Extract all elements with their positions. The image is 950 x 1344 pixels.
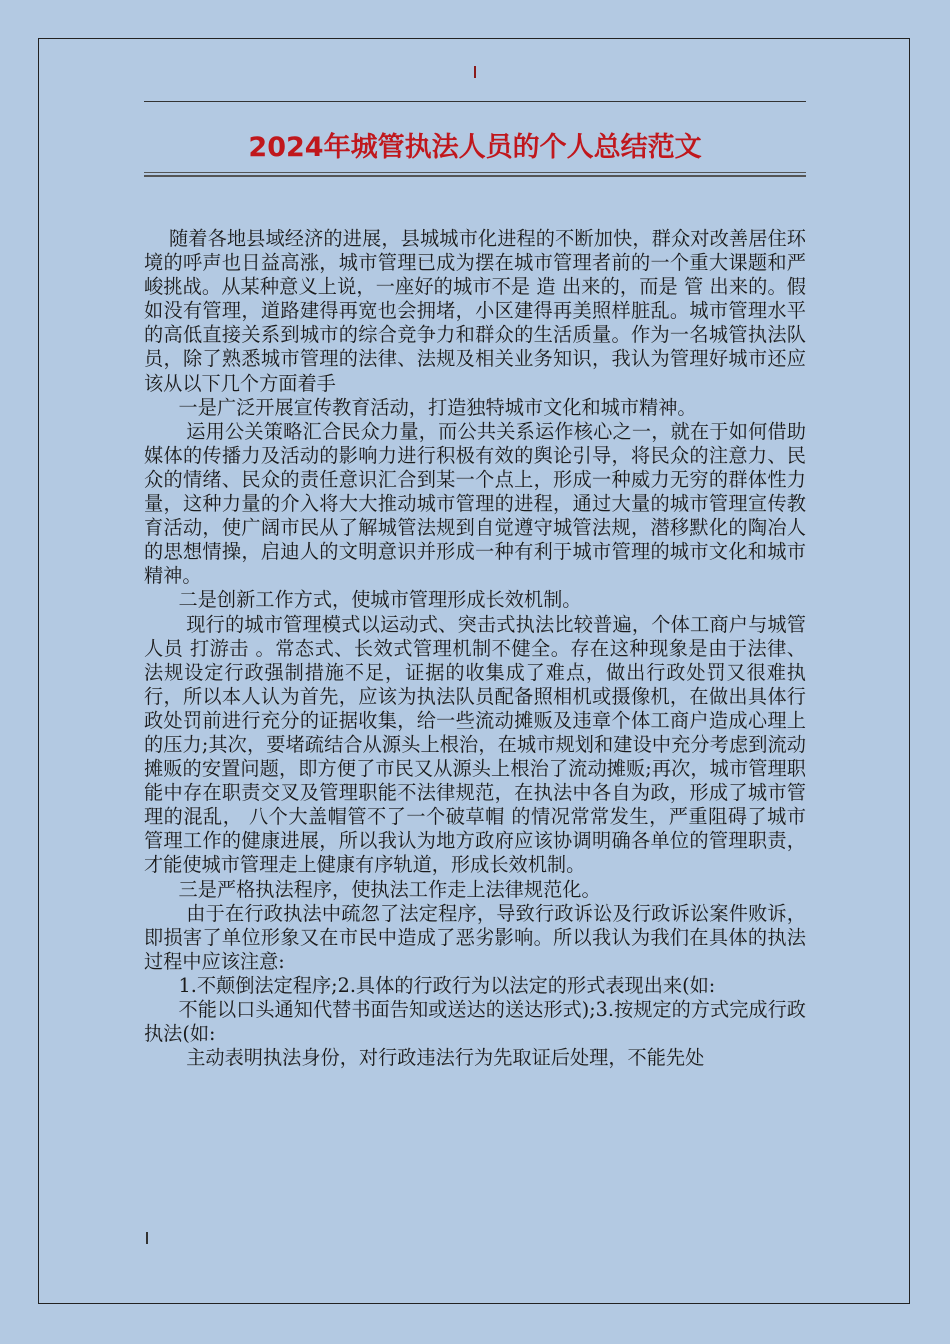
- heading-point-2: 二是创新工作方式，使城市管理形成长效机制。: [178, 588, 582, 612]
- document-title: 2024年城管执法人员的个人总结范文: [248, 132, 702, 163]
- paragraph-procedure-continued: 主动表明执法身份，对行政违法行为先取证后处理，不能先处: [186, 1046, 705, 1070]
- list-item-procedure-1: 1.不颠倒法定程序;2.具体的行政行为以法定的形式表现出来(如:: [178, 973, 716, 997]
- paragraph-point-3: 由于在行政执法中疏忽了法定程序，导致行政诉讼及行政诉讼案件败诉，即损害了单位形象又在市民中造成了恶劣影响。所以我认为我们在具体的执法过程中应该注意:: [144, 901, 806, 973]
- list-item-procedure-2: 不能以口头通知代替书面告知或送达的送达形式);3.按规定的方式完成行政执法(如:: [144, 998, 806, 1046]
- paragraph-point-1: 运用公关策略汇合民众力量，而公共关系运作核心之一，就在于如何借助媒体的传播力及活动的影响力进行积极有效的舆论引导，将民众的注意力、民众的情绪、民众的责任意识汇合到某一个点上，形成一种威力无穷的群体性力量，这种力量的介入将大大推动城市管理的进程，通过大量的城市管理宣传教育活动，使广阔市民从了解城管法规到自觉遵守城管法规，潜移默化的陶冶人的思想情操，启迪人的文明意识并形成一种有利于城市管理的城市文化和城市精神。: [144, 419, 806, 588]
- footer-mark: [146, 1232, 148, 1244]
- header-rule: [144, 101, 806, 102]
- title-rule: [144, 172, 806, 177]
- paragraph-point-2: 现行的城市管理模式以运动式、突击式执法比较普遍，个体工商户与城管人员 打游击 。常态式、长效式管理机制不健全。存在这种现象是由于法律、法规设定行政强制措施不足，证据的收集成了难点，做出行政处罚又很难执行，所以本人认为首先，应该为执法队员配备照相机或摄像机，在做出具体行政处罚前进行充分的证据收集，给一些流动摊贩及违章个体工商户造成心理上的压力;其次，要堵疏结合从源头上根治，在城市规划和建设中充分考虑到流动摊贩的安置问题，即方便了市民又从源头上根治了流动摊贩;再次，城市管理职能中存在职责交叉及管理职能不法律规范，在执法中各自为政，形成了城市管理的混乱， 八个大盖帽管不了一个破草帽 的情况常常发生，严重阻碍了城市管理工作的健康进展，所以我认为地方政府应该协调明确各单位的管理职责，才能使城市管理走上健康有序轨道，形成长效机制。: [144, 612, 806, 877]
- heading-point-3: 三是严格执法程序，使执法工作走上法律规范化。: [178, 877, 601, 901]
- paragraph-intro: 随着各地县域经济的进展，县城城市化进程的不断加快，群众对改善居住环境的呼声也日益高涨，城市管理已成为摆在城市管理者前的一个重大课题和严峻挑战。从某种意义上说，一座好的城市不是 造 出来的，而是 管 出来的。假如没有管理，道路建得再宽也会拥堵，小区建得再美照样脏乱。城市管理水平的高低直接关系到城市的综合竞争力和群众的生活质量。作为一名城管执法队员，除了熟悉城市管理的法律、法规及相关业务知识，我认为管理好城市还应该从以下几个方面着手: [144, 227, 806, 395]
- heading-point-1: 一是广泛开展宣传教育活动，打造独特城市文化和城市精神。: [178, 395, 697, 419]
- document-body: [144, 227, 806, 1070]
- header-mark: [474, 66, 476, 78]
